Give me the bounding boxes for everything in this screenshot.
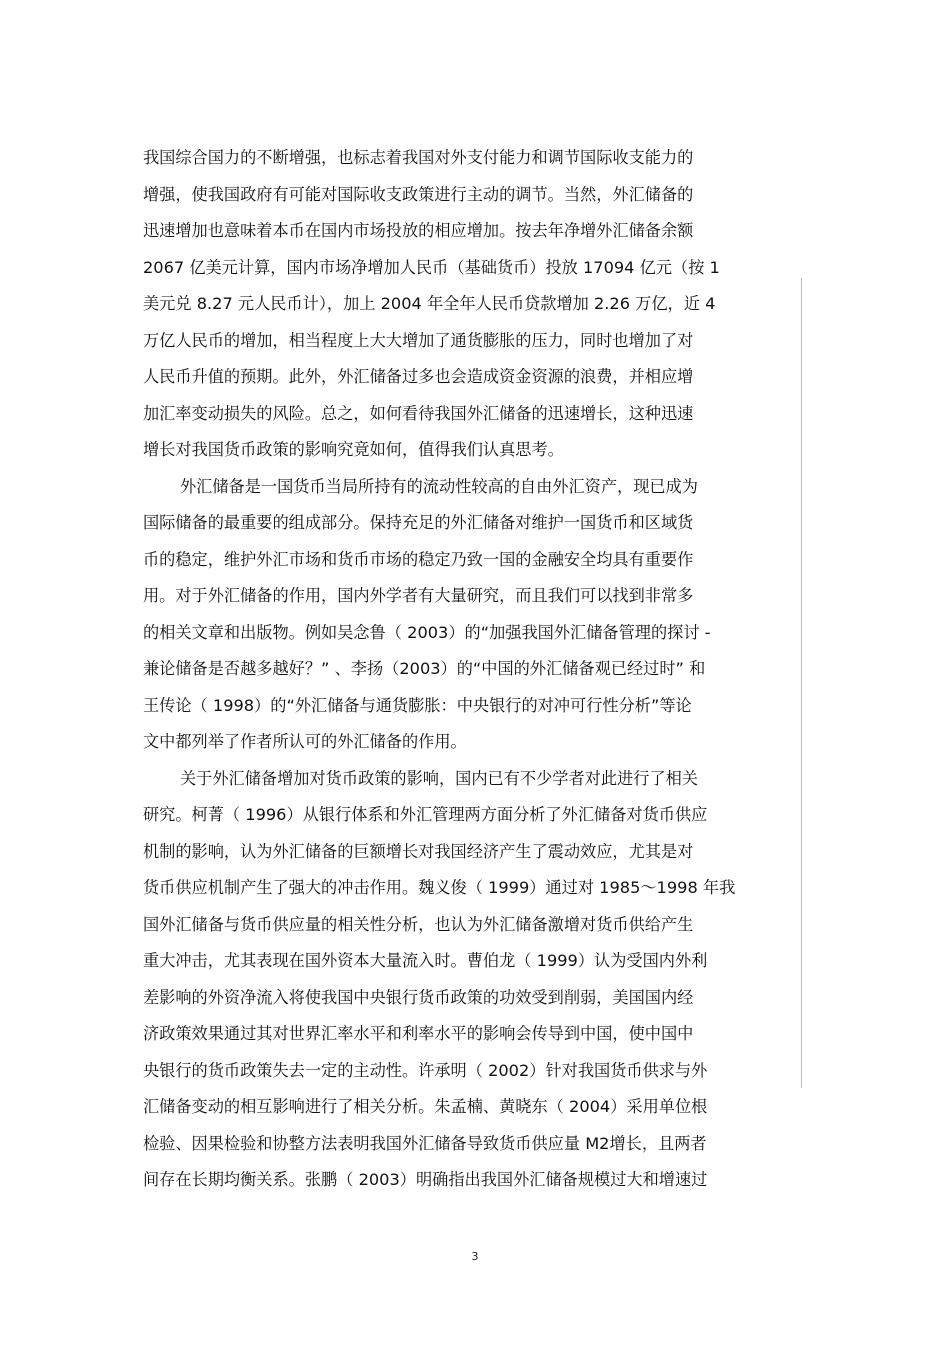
text-line: 间存在长期均衡关系。张鹏（ 2003）明确指出我国外汇储备规模过大和增速过 [143,1170,708,1189]
text-line: 济政策效果通过其对世界汇率水平和利率水平的影响会传导到中国，使中国中 [143,1024,694,1043]
text-line: 机制的影响，认为外汇储备的巨额增长对我国经济产生了震动效应，尤其是对 [143,841,694,861]
text-line: 增长对我国货币政策的影响究竟如何，值得我们认真思考。 [143,440,564,459]
text-line: 货币供应机制产生了强大的冲击作用。魏义俊（ 1999）通过对 1985～1998 年我 [143,878,736,897]
text-line: 重大冲击，尤其表现在国外资本大量流入时。曹伯龙（ 1999）认为受国内外利 [143,951,708,970]
text-line: 国外汇储备与货币供应量的相关性分析，也认为外汇储备激增对货币供给产生 [143,914,694,934]
text-line: 美元兑 8.27 元人民币计），加上 2004 年全年人民币贷款增加 2.26 万亿，近 4 [143,294,716,313]
text-line: 我国综合国力的不断增强，也标志着我国对外支付能力和调节国际收支能力的 [143,148,694,167]
text-line: 人民币升值的预期。此外，外汇储备过多也会造成资金资源的浪费，并相应增 [143,367,694,386]
text-line: 关于外汇储备增加对货币政策的影响，国内已有不少学者对此进行了相关 [180,768,698,788]
text-line: 外汇储备是一国货币当局所持有的流动性较高的自由外汇资产，现已成为 [180,476,698,496]
text-line: 兼论储备是否越多越好？” 、李扬（2003）的“中国的外汇储备观已经过时” 和 [143,659,706,678]
text-line: 检验、因果检验和协整方法表明我国外汇储备导致货币供应量 M2增长，且两者 [143,1133,707,1153]
text-line: 币的稳定，维护外汇市场和货币市场的稳定乃致一国的金融安全均具有重要作 [143,549,694,569]
text-line: 央银行的货币政策失去一定的主动性。许承明（ 2002）针对我国货币供求与外 [143,1060,708,1080]
text-line: 文中都列举了作者所认可的外汇储备的作用。 [143,732,467,751]
text-line: 差影响的外资净流入将使我国中央银行货币政策的功效受到削弱，美国国内经 [143,987,694,1007]
text-line: 用。对于外汇储备的作用，国内外学者有大量研究，而且我们可以找到非常多 [143,586,694,605]
text-line: 王传论（ 1998）的“外汇储备与通货膨胀：中央银行的对冲可行性分析”等论 [143,695,692,715]
body-text [143,140,813,1199]
text-line: 迅速增加也意味着本币在国内市场投放的相应增加。按去年净增外汇储备余额 [143,221,694,240]
text-line: 2067 亿美元计算，国内市场净增加人民币（基础货币）投放 17094 亿元（按 1 [143,257,720,277]
text-line: 国际储备的最重要的组成部分。保持充足的外汇储备对维护一国货币和区域货 [143,513,694,532]
text-line: 研究。柯菁（ 1996）从银行体系和外汇管理两方面分析了外汇储备对货币供应 [143,805,708,824]
page-number: 3 [471,1250,479,1263]
text-line: 加汇率变动损失的风险。总之，如何看待我国外汇储备的迅速增长，这种迅速 [143,403,694,423]
text-line: 万亿人民币的增加，相当程度上大大增加了通货膨胀的压力，同时也增加了对 [143,330,694,350]
text-line: 增强，使我国政府有可能对国际收支政策进行主动的调节。当然，外汇储备的 [143,184,694,204]
text-line: 汇储备变动的相互影响进行了相关分析。朱孟楠、黄晓东（ 2004）采用单位根 [143,1097,708,1116]
text-line: 的相关文章和出版物。例如吴念鲁（ 2003）的“加强我国外汇储备管理的探讨 - [143,622,711,642]
